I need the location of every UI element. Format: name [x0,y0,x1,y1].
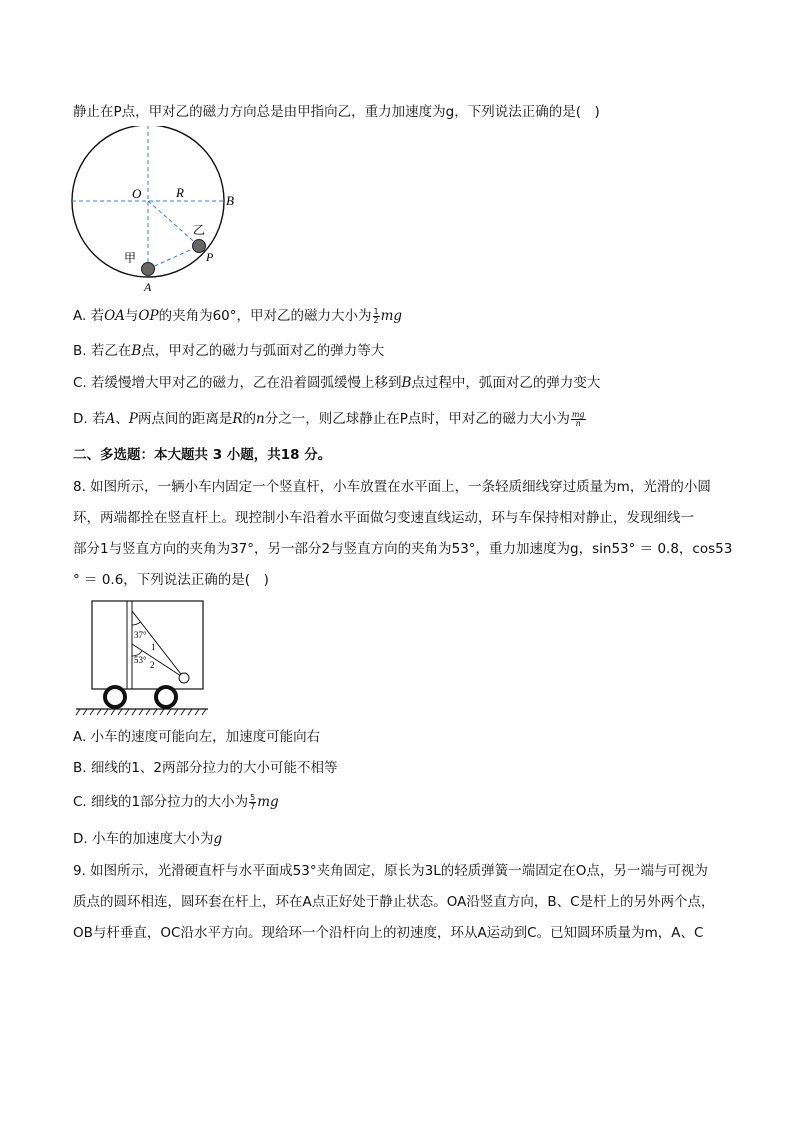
label-R: R [176,185,184,200]
q9-line-3: OB与杆垂直，OC沿水平方向。现给环一个沿杆向上的初速度，环从A运动到C。已知圆环质量为m，A、C [73,925,704,941]
q8-option-a: A. 小车的速度可能向左，加速度可能向右 [73,729,321,745]
ap-dashed-line [148,246,199,269]
q8-option-b: B. 细线的1、2两部分拉力的大小可能不相等 [73,760,338,776]
fraction: $\frac{1}{2}$ [373,306,379,325]
label-yi: 乙 [193,223,206,237]
q7-circle-figure [66,126,246,298]
string-part-1 [132,611,184,678]
ball-jia [142,263,155,276]
label-2: 2 [150,660,155,670]
label-1: 1 [151,642,156,652]
label-P: P [206,250,214,264]
fraction: $\frac{mg}{n}$ [571,409,585,428]
ball-yi [193,240,206,253]
q7-option-b: B. 若乙在B点，甲对乙的磁力与弧面对乙的弹力等大 [73,343,385,359]
q8-option-c: C. 细线的1部分拉力的大小为 $\frac{5}{7}$ mg [73,792,279,811]
ground-hatch [76,709,206,715]
q9-line-1: 9. 如图所示，光滑硬直杆与水平面成53°夹角固定，原长为3L的轻质弹簧一端固定在O点，另一端与可视为 [73,863,708,879]
wheel-right [156,687,176,707]
label-53: 53° [134,655,147,665]
q8-line-4: ° ＝ 0.6，下列说法正确的是( ) [73,572,269,588]
wheel-left [105,687,125,707]
angle-arc-37 [132,622,141,625]
label-B: B [226,193,234,208]
op-dashed-line [148,201,199,246]
q8-line-2: 环，两端都拴在竖直杆上。现控制小车沿着水平面做匀变速直线运动，环与车保持相对静止，发现细线一 [73,510,694,526]
q8-line-1: 8. 如图所示，一辆小车内固定一个竖直杆，小车放置在水平面上，一条轻质细线穿过质量为m，光滑的小圆 [73,479,711,495]
label-jia: 甲 [124,251,137,265]
q8-option-d: D. 小车的加速度大小为g [73,831,223,847]
ring [179,673,189,683]
q7-option-a: A. 若OA与OP的夹角为60°，甲对乙的磁力大小为 $\frac{1}{2}$ mg [73,306,403,325]
label-37: 37° [134,630,147,640]
fraction: $\frac{5}{7}$ [250,792,256,811]
q8-cart-figure [72,598,212,716]
q7-option-d: D. 若A、P两点间的距离是R的n分之一，则乙球静止在P点时，甲对乙的磁力大小为 $\frac{mg}{n}$ [73,409,585,428]
label-O: O [132,186,142,201]
q8-line-3: 部分1与竖直方向的夹角为37°，另一部分2与竖直方向的夹角为53°，重力加速度为g，sin53° ＝ 0.8，cos53 [73,541,733,557]
section-heading: 二、多选题：本大题共 3 小题，共18 分。 [73,447,332,463]
q9-line-2: 质点的圆环相连，圆环套在杆上，环在A点正好处于静止状态。OA沿竖直方向，B、C是杆上的另外两个点， [73,894,715,910]
q7-stem: 静止在P点，甲对乙的磁力方向总是由甲指向乙，重力加速度为g，下列说法正确的是( ) [73,104,600,120]
label-A: A [144,280,152,294]
q7-option-c: C. 若缓慢增大甲对乙的磁力，乙在沿着圆弧缓慢上移到B点过程中，弧面对乙的弹力变大 [73,375,601,391]
